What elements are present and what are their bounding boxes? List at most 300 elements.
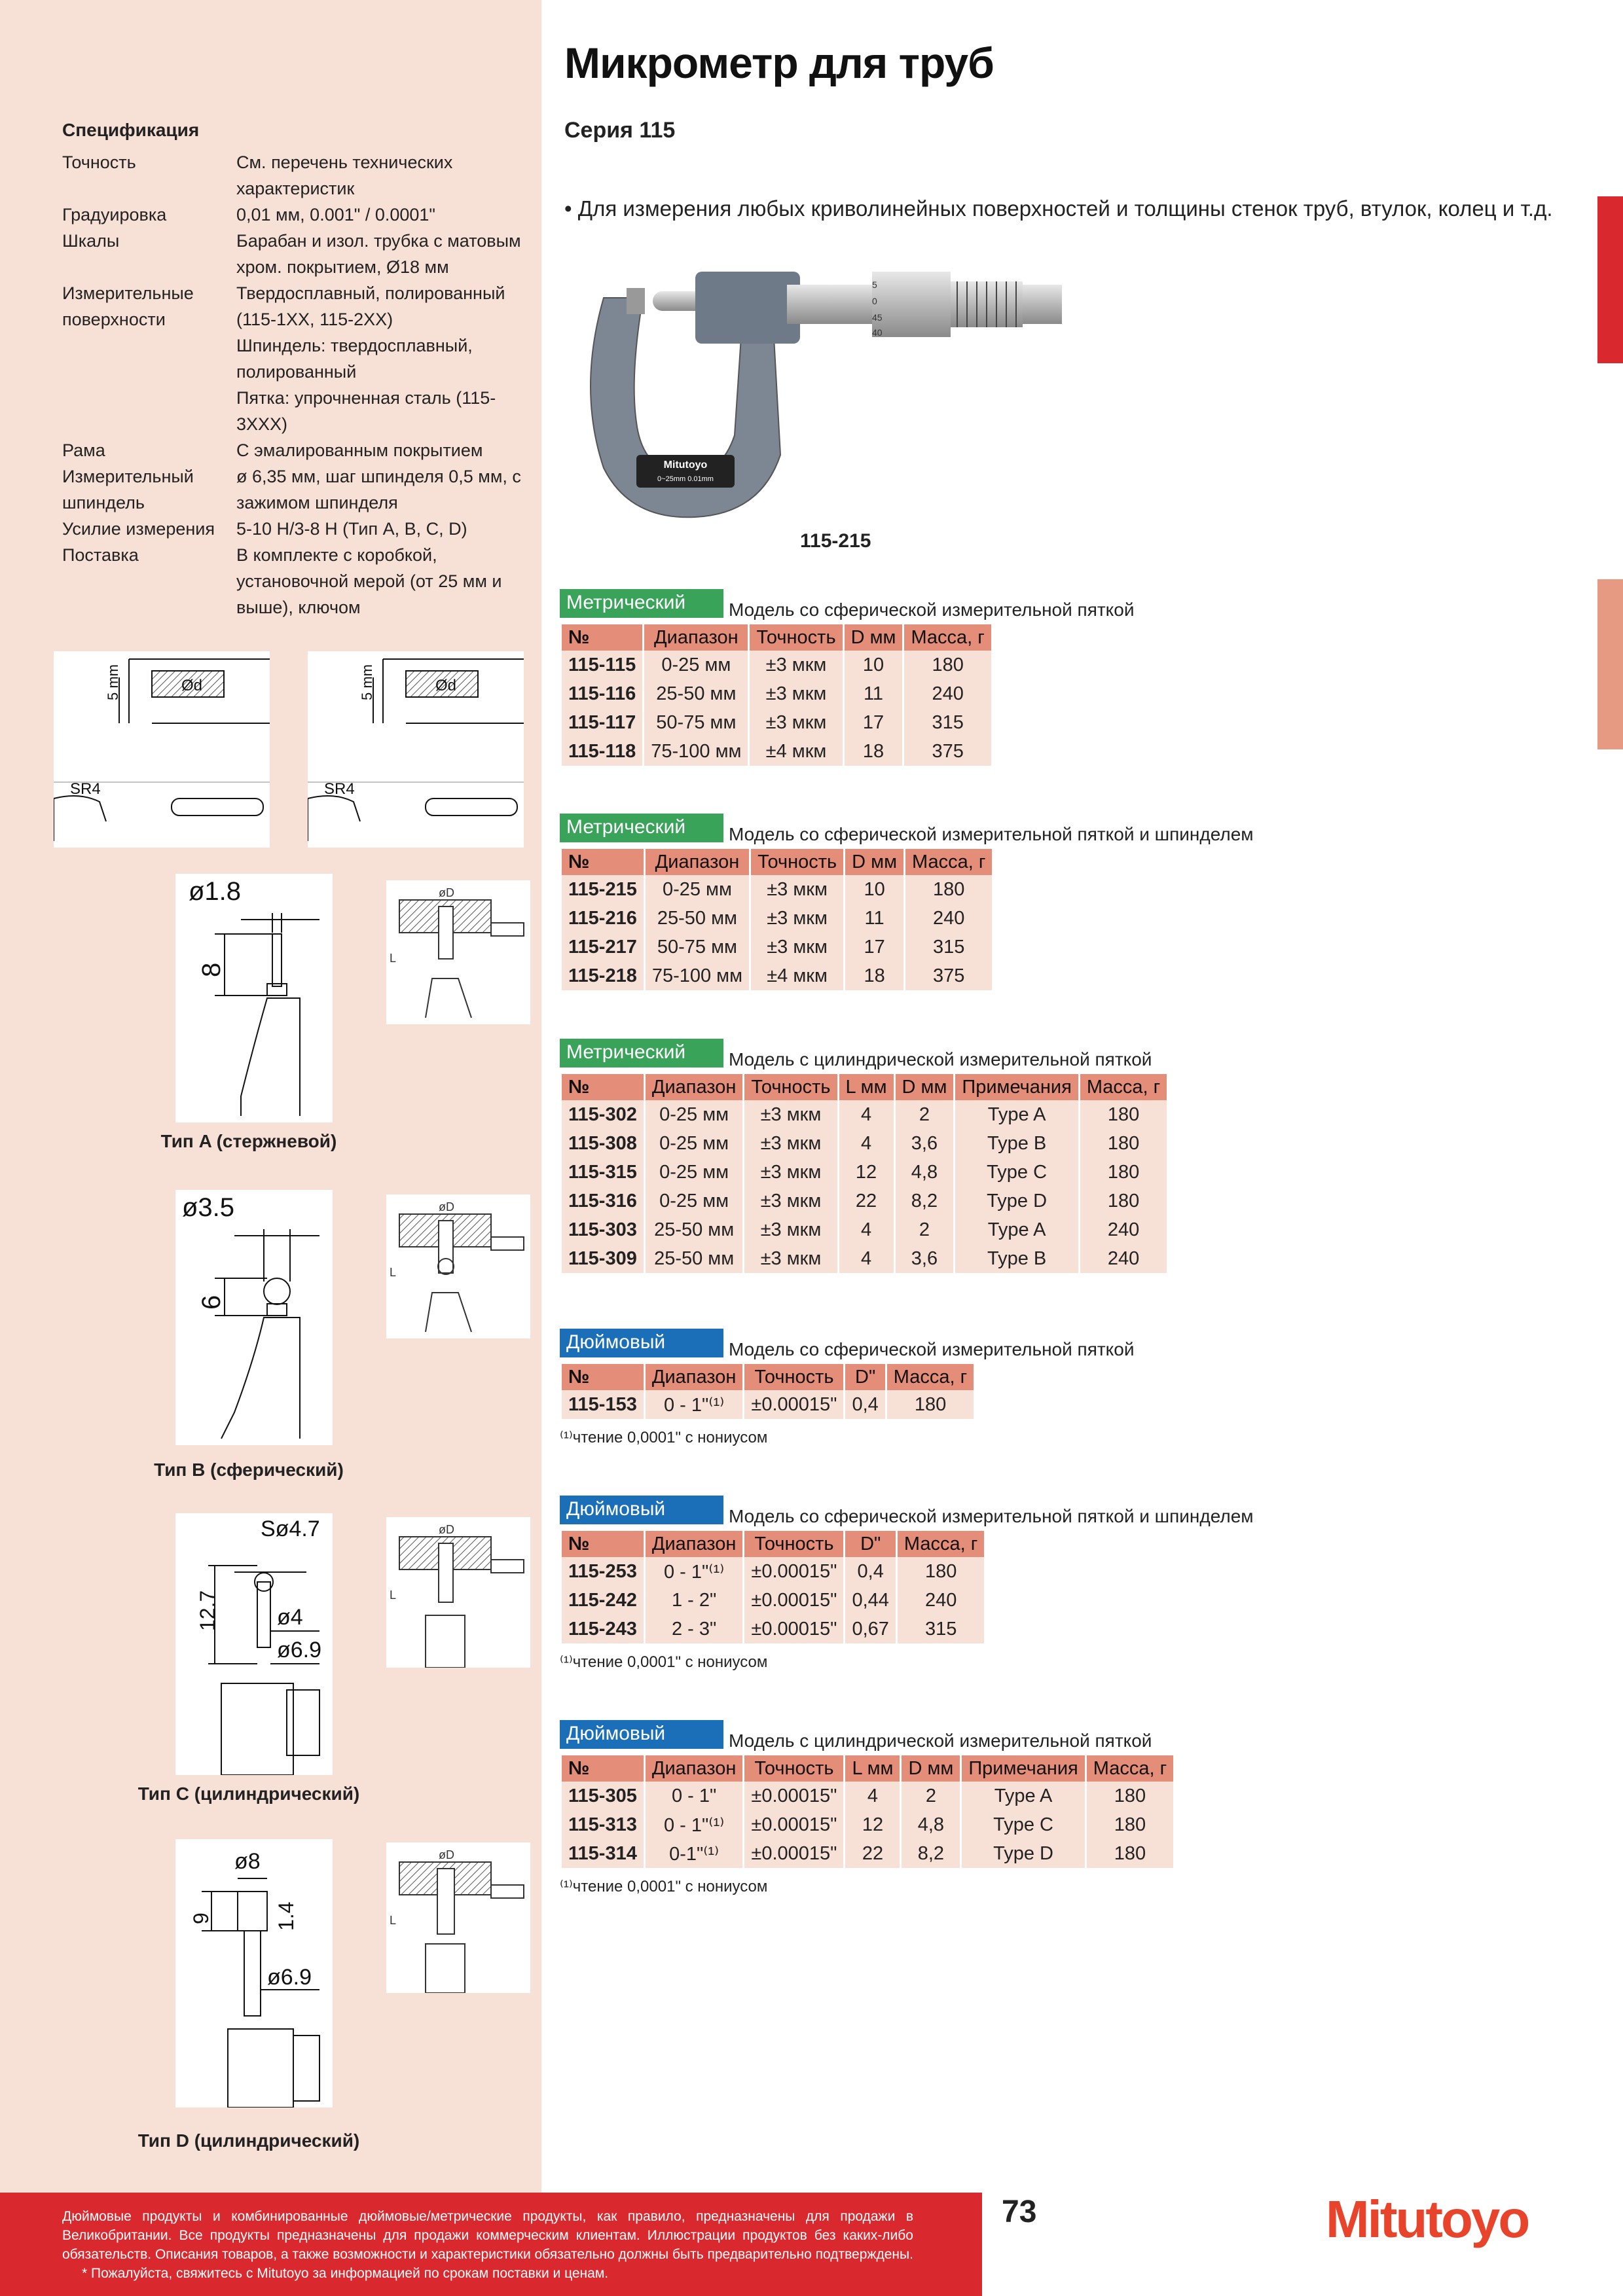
column-header: Масса, г [1087,1755,1173,1782]
table-cell: Type C [955,1158,1078,1187]
type-c-dim-1: Sø4.7 [261,1516,320,1541]
section-header [560,1720,1175,1751]
table-footnote: ⁽¹⁾чтение 0,0001" с нониусом [560,1653,768,1671]
table-cell: 0-1"⁽¹⁾ [646,1839,743,1868]
table-cell: ±3 мкм [744,1244,837,1273]
table-cell: 180 [898,1557,984,1586]
table-row [562,1215,1167,1244]
model-number: 115-253 [562,1557,644,1586]
section-tab-salmon [1597,579,1623,749]
model-number: 115-313 [562,1810,644,1839]
table-row [562,1557,984,1586]
model-number: 115-115 [562,651,642,679]
table-cell: 10 [845,875,903,904]
table-cell: 75-100 мм [644,737,748,766]
anvil-diagram-2 [308,651,524,848]
table-cell: ±3 мкм [744,1215,837,1244]
spec-row [62,437,524,463]
table-cell: ±0.00015" [744,1586,843,1615]
table-cell: 11 [845,904,903,933]
section-title: Модель со сферической измерительной пяткой и шпинделем [729,1506,1254,1526]
table-cell: 0-25 мм [644,651,748,679]
spec-key: Измерительный шпиндель [62,467,194,512]
spec-key: Шкалы [62,231,120,251]
spec-value: Шпиндель: твердосплавный, полированный [236,336,473,382]
table-cell: Type B [955,1129,1078,1158]
table-cell: 75-100 мм [646,961,749,990]
column-header: Масса, г [905,849,992,875]
table-cell: 0,4 [845,1390,884,1419]
table-cell: 240 [904,679,991,708]
model-table [560,1531,986,1643]
table-row [562,933,992,961]
table-cell: ±3 мкм [744,1158,837,1187]
table-row [562,1586,984,1615]
type-a-diagram [175,874,333,1122]
table-cell: ±0.00015" [744,1557,843,1586]
type-b-caption: Тип B (сферический) [154,1460,344,1480]
column-header: Масса, г [1080,1074,1167,1100]
column-header: Масса, г [898,1531,984,1557]
table-cell: 240 [1080,1215,1167,1244]
table-cell: 17 [845,708,903,737]
model-number: 115-303 [562,1215,644,1244]
label-od-small: øD [439,1200,454,1213]
table-cell: 25-50 мм [646,1244,743,1273]
table-cell: 375 [905,961,992,990]
type-b-diagram [175,1190,333,1445]
table-row [562,1100,1167,1129]
table-cell: 11 [845,679,903,708]
type-d-diagram [175,1839,333,2108]
model-section [560,1039,1169,1273]
table-row [562,1390,974,1419]
table-cell: ±3 мкм [751,904,843,933]
spec-value: Пятка: упрочненная сталь (115-3XXX) [236,388,496,434]
type-c-dim-2: 12.7 [196,1590,219,1631]
model-number: 115-215 [562,875,644,904]
scale-45: 45 [872,312,883,323]
table-cell: 50-75 мм [646,933,749,961]
column-header: Масса, г [904,624,991,651]
model-number: 115-217 [562,933,644,961]
table-row [562,1158,1167,1187]
table-cell: 4 [839,1129,894,1158]
model-section [560,1329,1134,1447]
table-cell: 12 [839,1158,894,1187]
column-header: Масса, г [887,1364,974,1390]
table-cell: 0-25 мм [646,1129,743,1158]
table-cell: 17 [845,933,903,961]
model-number: 115-315 [562,1158,644,1187]
label-5mm: 5 mm [105,664,121,700]
table-cell: 180 [1087,1782,1173,1810]
spec-row [62,542,524,620]
table-cell: ±0.00015" [744,1615,843,1643]
spec-row [62,202,524,228]
scale-5: 5 [872,279,877,290]
table-cell: 180 [1087,1810,1173,1839]
table-cell: ±3 мкм [750,708,842,737]
table-row [562,1244,1167,1273]
column-header: № [562,1364,644,1390]
table-cell: 0 - 1" [646,1782,743,1810]
table-cell: 0-25 мм [646,875,749,904]
spec-key: Градуировка [62,205,167,224]
type-a-dim-2: 8 [197,962,226,977]
column-header: № [562,1531,644,1557]
table-row [562,1810,1173,1839]
spec-key: Точность [62,152,136,172]
table-row [562,1615,984,1643]
table-cell: ±0.00015" [744,1782,843,1810]
table-header-row [562,624,991,651]
column-header: № [562,849,644,875]
table-cell: 180 [905,875,992,904]
type-c-diagram [175,1513,333,1775]
footer-note: * Пожалуйста, свяжитесь с Mitutoyo за информацией по срокам поставки и ценам. [82,2266,609,2281]
table-row [562,1782,1173,1810]
type-c-dim-4: ø6.9 [277,1638,322,1662]
page-title: Микрометр для труб [564,39,994,87]
table-cell: 4 [845,1782,900,1810]
section-header [560,589,1134,620]
table-cell: 180 [904,651,991,679]
column-header: Диапазон [646,1364,743,1390]
section-header [560,1329,1134,1360]
spec-row [62,385,524,437]
model-section [560,1496,1254,1672]
table-row [562,1839,1173,1868]
column-header: Точность [744,1074,837,1100]
column-header: D" [845,1364,884,1390]
photo-brand: Mitutoyo [663,459,708,471]
section-header [560,1039,1169,1070]
model-section [560,589,1134,766]
spec-value: Барабан и изол. трубка с матовым хром. покрытием, Ø18 мм [236,231,521,277]
spec-key [62,332,236,385]
table-cell: ±3 мкм [750,651,842,679]
spec-table [62,149,524,620]
model-number: 115-309 [562,1244,644,1273]
unit-badge: Дюймовый [560,1329,723,1357]
table-cell: Type D [955,1187,1078,1215]
label-sr4: SR4 [70,780,101,798]
type-d-caption: Тип D (цилиндрический) [137,2130,360,2151]
spec-key: Усилие измерения [62,519,215,539]
column-header: D мм [902,1755,960,1782]
table-cell: ±0.00015" [744,1839,843,1868]
brand-logo: Mitutoyo [1326,2190,1529,2248]
type-b-dim-2: 6 [197,1295,226,1310]
footer-text: Дюймовые продукты и комбинированные дюймовые/метрические продукты, как правило, предназначены для продажи в Великобритании. Все продукты предназначены для продажи коммерческим клиентам. Иллюстрации продуктов без каких-либо обязательств. Описания товаров, а также возможности и характеристики обязательно должны быть предварительно подтверждены. [62,2209,913,2262]
table-cell: 2 [896,1100,954,1129]
series-label: Серия 115 [564,118,676,143]
table-cell: Type A [962,1782,1084,1810]
model-section [560,814,1254,990]
spec-key: Измерительные поверхности [62,283,194,329]
table-cell: 0-25 мм [646,1187,743,1215]
type-d-dim-2: 9 [189,1912,213,1924]
table-cell: 25-50 мм [646,904,749,933]
table-header-row [562,1074,1167,1100]
type-d-dim-1: ø8 [234,1849,261,1874]
column-header: Точность [750,624,842,651]
column-header: Диапазон [646,1074,743,1100]
type-a-dim-1: ø1.8 [189,877,242,906]
table-cell: 180 [887,1390,974,1419]
table-cell: 12 [845,1810,900,1839]
label-l: L [390,1266,397,1279]
spec-value: 5-10 Н/3-8 Н (Тип A, B, C, D) [236,519,467,539]
column-header: D мм [896,1074,954,1100]
table-cell: 4 [839,1215,894,1244]
section-title: Модель со сферической измерительной пяткой и шпинделем [729,824,1254,844]
table-cell: ±3 мкм [744,1100,837,1129]
section-title: Модель со сферической измерительной пяткой [729,1339,1135,1359]
unit-badge: Метрический [560,589,723,618]
column-header: Диапазон [646,1755,743,1782]
table-cell: Type D [962,1839,1084,1868]
table-cell: 3,6 [896,1129,954,1158]
spec-title: Спецификация [62,120,200,140]
table-header-row [562,1531,984,1557]
scale-0: 0 [872,296,877,306]
model-number: 115-305 [562,1782,644,1810]
feature-text: Для измерения любых криволинейных поверхностей и толщины стенок труб, втулок, колец и т.д. [577,196,1553,221]
table-cell: 22 [845,1839,900,1868]
model-number: 115-308 [562,1129,644,1158]
table-cell: 0 - 1"⁽¹⁾ [646,1810,743,1839]
table-cell: 0,67 [845,1615,895,1643]
unit-badge: Метрический [560,814,723,842]
column-header: Диапазон [646,849,749,875]
type-d-dim-4: ø6.9 [267,1965,312,1990]
column-header: Точность [744,1364,843,1390]
type-c-dim-3: ø4 [277,1605,303,1630]
model-number: 115-116 [562,679,642,708]
column-header: Точность [744,1755,843,1782]
table-cell: 2 - 3" [646,1615,743,1643]
label-l: L [390,952,397,965]
product-photo [564,259,1114,533]
model-number: 115-117 [562,708,642,737]
column-header: L мм [845,1755,900,1782]
photo-caption: 115-215 [800,530,871,552]
photo-range: 0~25mm 0.01mm [657,475,714,483]
model-number: 115-216 [562,904,644,933]
spec-key: Рама [62,440,105,460]
model-table [560,1755,1175,1868]
table-cell: ±3 мкм [751,933,843,961]
table-cell: 8,2 [902,1839,960,1868]
unit-badge: Дюймовый [560,1720,723,1749]
spec-row [62,280,524,332]
type-a-caption: Тип A (стержневой) [160,1131,337,1151]
type-d-dim-3: 1.4 [274,1901,298,1931]
column-header: Диапазон [644,624,748,651]
model-number: 115-243 [562,1615,644,1643]
model-table [560,849,994,990]
spec-value: См. перечень технических характеристик [236,152,453,198]
table-cell: 3,6 [896,1244,954,1273]
table-cell: 10 [845,651,903,679]
label-od-small: øD [439,1848,454,1861]
table-cell: 0 - 1"⁽¹⁾ [646,1390,743,1419]
table-cell: 4 [839,1244,894,1273]
table-cell: 240 [1080,1244,1167,1273]
table-cell: 18 [845,961,903,990]
column-header: Примечания [955,1074,1078,1100]
model-number: 115-118 [562,737,642,766]
column-header: D мм [845,624,903,651]
table-header-row [562,1364,974,1390]
section-title: Модель с цилиндрической измерительной пяткой [729,1731,1152,1751]
label-od: Ød [181,677,203,694]
table-cell: 180 [1080,1100,1167,1129]
label-od: Ød [435,677,457,694]
anvil-diagram-1 [54,651,270,848]
table-row [562,737,991,766]
model-number: 115-316 [562,1187,644,1215]
column-header: № [562,1755,644,1782]
spec-row [62,149,524,202]
table-cell: 180 [1080,1129,1167,1158]
table-row [562,904,992,933]
table-cell: 4 [839,1100,894,1129]
table-cell: 180 [1080,1187,1167,1215]
column-header: D мм [845,849,903,875]
section-title: Модель со сферической измерительной пяткой [729,600,1135,620]
column-header: № [562,624,642,651]
table-cell: 22 [839,1187,894,1215]
spec-key [62,385,236,437]
table-cell: 25-50 мм [646,1215,743,1244]
table-cell: 2 [896,1215,954,1244]
spec-key: Поставка [62,545,139,565]
type-a-section [386,880,530,1024]
table-row [562,679,991,708]
table-cell: 0-25 мм [646,1158,743,1187]
table-footnote: ⁽¹⁾чтение 0,0001" с нониусом [560,1878,768,1895]
scale-40: 40 [872,327,883,338]
unit-badge: Дюймовый [560,1496,723,1524]
column-header: № [562,1074,644,1100]
section-tab-red [1597,196,1623,363]
table-cell: ±3 мкм [744,1129,837,1158]
label-od-small: øD [439,1523,454,1536]
table-cell: ±3 мкм [750,679,842,708]
table-row [562,651,991,679]
table-cell: 0,44 [845,1586,895,1615]
spec-row [62,332,524,385]
type-c-caption: Тип C (цилиндрический) [137,1784,360,1804]
table-cell: 315 [905,933,992,961]
page-number: 73 [1002,2195,1037,2229]
label-sr4: SR4 [324,780,355,798]
spec-value: Твердосплавный, полированный (115-1XX, 115-2XX) [236,283,505,329]
table-cell: 2 [902,1782,960,1810]
spec-value: В комплекте с коробкой, установочной мерой (от 25 мм и выше), ключом [236,545,502,617]
table-cell: ±3 мкм [744,1187,837,1215]
model-number: 115-153 [562,1390,644,1419]
table-row [562,961,992,990]
spec-value: 0,01 мм, 0.001" / 0.0001" [236,205,436,224]
model-table [560,1074,1169,1273]
unit-badge: Метрический [560,1039,723,1067]
label-l: L [390,1588,397,1602]
spec-row [62,463,524,516]
table-cell: Type A [955,1100,1078,1129]
spec-row [62,516,524,542]
section-header [560,1496,1254,1527]
model-section [560,1720,1175,1896]
table-cell: 315 [898,1615,984,1643]
table-cell: 240 [898,1586,984,1615]
table-cell: 180 [1087,1839,1173,1868]
column-header: Примечания [962,1755,1084,1782]
model-table [560,624,993,766]
column-header: D" [845,1531,895,1557]
model-number: 115-302 [562,1100,644,1129]
table-cell: ±3 мкм [751,875,843,904]
type-d-section [386,1842,530,1993]
type-c-section [386,1517,530,1668]
column-header: Точность [744,1531,843,1557]
model-number: 115-242 [562,1586,644,1615]
footer-disclaimer [0,2193,982,2296]
type-b-dim-1: ø3.5 [182,1193,235,1222]
model-number: 115-218 [562,961,644,990]
table-cell: 18 [845,737,903,766]
table-cell: 1 - 2" [646,1586,743,1615]
spec-row [62,228,524,280]
model-table [560,1364,976,1419]
table-cell: 315 [904,708,991,737]
table-row [562,1187,1167,1215]
table-cell: Type A [955,1215,1078,1244]
column-header: Точность [751,849,843,875]
table-cell: 25-50 мм [644,679,748,708]
table-cell: 4,8 [896,1158,954,1187]
table-footnote: ⁽¹⁾чтение 0,0001" с нониусом [560,1429,768,1446]
table-row [562,875,992,904]
table-cell: 4,8 [902,1810,960,1839]
table-cell: ±4 мкм [750,737,842,766]
label-od-small: øD [439,886,454,899]
feature-bullet: • Для измерения любых криволинейных поверхностей и толщины стенок труб, втулок, колец и т.д. [564,196,1553,221]
section-header [560,814,1254,845]
label-5mm: 5 mm [359,664,375,700]
table-cell: 8,2 [896,1187,954,1215]
table-header-row [562,849,992,875]
table-cell: 375 [904,737,991,766]
table-header-row [562,1755,1173,1782]
section-title: Модель с цилиндрической измерительной пяткой [729,1049,1152,1069]
type-b-section [386,1194,530,1338]
table-cell: 0,4 [845,1557,895,1586]
label-l: L [390,1914,397,1927]
table-cell: ±0.00015" [744,1390,843,1419]
model-number: 115-314 [562,1839,644,1868]
table-cell: 0 - 1"⁽¹⁾ [646,1557,743,1586]
table-cell: ±0.00015" [744,1810,843,1839]
table-row [562,1129,1167,1158]
column-header: Диапазон [646,1531,743,1557]
spec-value: ø 6,35 мм, шаг шпинделя 0,5 мм, с зажимом шпинделя [236,467,521,512]
table-cell: 0-25 мм [646,1100,743,1129]
table-row [562,708,991,737]
